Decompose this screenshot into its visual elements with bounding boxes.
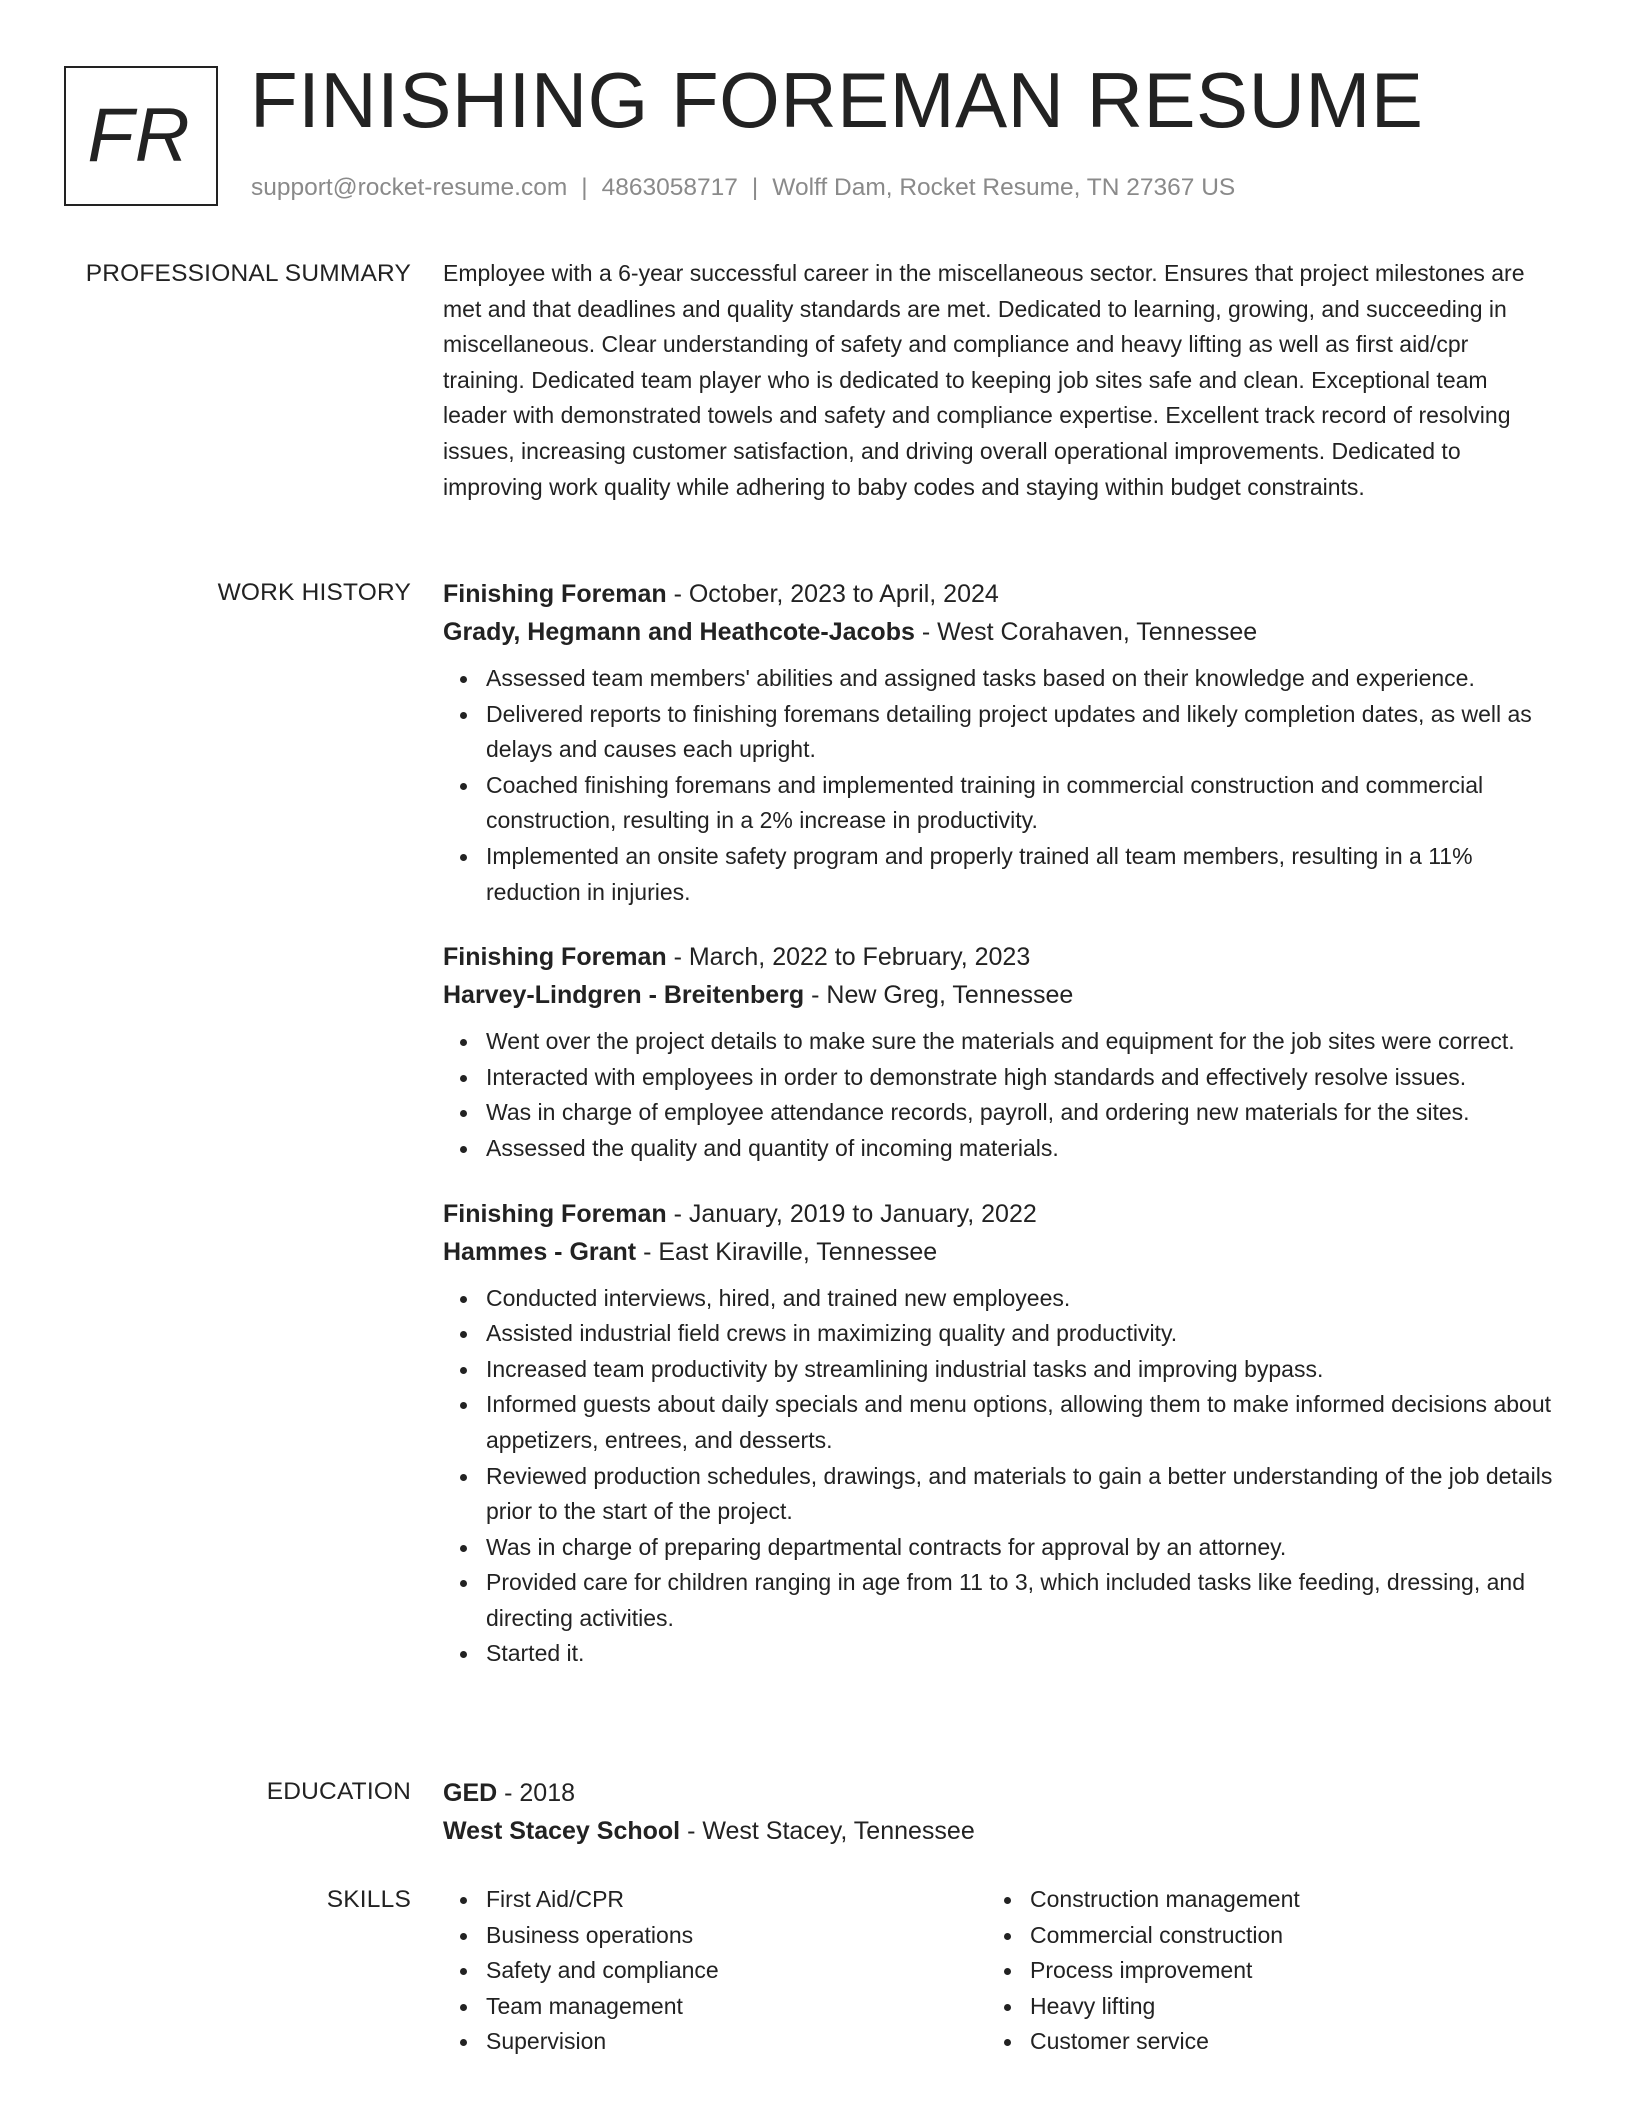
skill-item: Construction management [1030,1882,1531,1918]
skills-list [987,1882,1531,2060]
job-dates: - March, 2022 to February, 2023 [666,943,1031,972]
job-bullet: Went over the project details to make sure the materials and equipment for the job sites were correct. [486,1024,1553,1060]
skill-item: Safety and compliance [486,1953,987,1989]
job-dates: - January, 2019 to January, 2022 [666,1199,1037,1228]
job-bullet: Started it. [486,1636,1553,1672]
job-bullet: Assessed team members' abilities and assigned tasks based on their knowledge and experience. [486,661,1553,697]
job-location: - New Greg, Tennessee [804,981,1074,1010]
job-company: Grady, Hegmann and Heathcote-Jacobs [443,618,915,646]
job-bullet: Assisted industrial field crews in maximizing quality and productivity. [486,1316,1553,1352]
skill-item: Commercial construction [1030,1918,1531,1954]
job-dates: - October, 2023 to April, 2024 [666,580,999,608]
job-company-line [443,1233,1553,1271]
job-entry [443,575,1553,910]
job-bullet: Was in charge of employee attendance records, payroll, and ordering new materials for the sites. [486,1095,1553,1131]
job-bullet: Coached finishing foremans and implemented training in commercial construction and commercial construction, resulting in a 2% increase in productivity. [486,768,1553,839]
contact-separator: | [581,174,588,201]
section-heading: WORK HISTORY [217,579,411,606]
contact-address: Wolff Dam, Rocket Resume, TN 27367 US [772,174,1236,201]
job-entry [443,1195,1553,1673]
job-entry [443,938,1553,1166]
skill-item: Business operations [486,1918,987,1954]
skills-column-right [987,1882,1531,2060]
job-location: - West Corahaven, Tennessee [914,618,1258,646]
education-location: - West Stacey, Tennessee [680,1817,975,1845]
summary-text: Employee with a 6-year successful career in the miscellaneous sector. Ensures that project milestones are met and that deadlines and quality standards are met. Dedicated to learning, growing, and succeeding in miscellaneous. Clear understanding of safety and compliance and heavy lifting as well as first aid/cpr training. Dedicated team player who is dedicated to keeping job sites safe and clean. Exceptional team leader with demonstrated towels and safety and compliance expertise. Excellent track record of resolving issues, increasing customer satisfaction, and driving overall operational improvements. Dedicated to improving work quality while adhering to baby codes and staying within budget constraints. [443,260,1525,500]
section-heading: SKILLS [326,1886,411,1913]
education-school: West Stacey School [443,1817,681,1845]
monogram-initials: FR [87,93,191,178]
job-bullets [443,661,1553,910]
skill-item: Team management [486,1989,987,2025]
job-company-line [443,976,1553,1014]
skill-item: Customer service [1030,2024,1531,2060]
contact-separator: | [751,174,759,201]
job-title-line [443,1195,1553,1233]
contact-line [251,172,1235,204]
education-year: - 2018 [497,1779,576,1807]
job-bullet: Assessed the quality and quantity of incoming materials. [486,1131,1553,1167]
job-company-line [443,613,1553,651]
education-school-line [443,1812,1553,1850]
job-bullet: Informed guests about daily specials and menu options, allowing them to make informed decisions about appetizers, entrees, and desserts. [486,1387,1553,1458]
skill-item: Process improvement [1030,1953,1531,1989]
job-title: Finishing Foreman [443,1199,667,1228]
job-bullet: Was in charge of preparing departmental contracts for approval by an attorney. [486,1530,1553,1566]
skill-item: Supervision [486,2024,987,2060]
page-title: FINISHING FOREMAN RESUME [250,56,1424,144]
job-title-line [443,575,1553,613]
education-degree-line [443,1774,1553,1812]
job-title: Finishing Foreman [443,580,667,608]
job-company: Hammes - Grant [443,1237,637,1266]
job-bullet: Reviewed production schedules, drawings, and materials to gain a better understanding of the job details prior to the start of the project. [486,1459,1553,1530]
monogram-logo [64,66,218,206]
contact-email: support@rocket-resume.com [251,174,568,201]
job-bullet: Conducted interviews, hired, and trained new employees. [486,1281,1553,1317]
education-degree: GED [443,1779,498,1807]
job-company: Harvey-Lindgren - Breitenberg [443,981,805,1010]
job-title-line [443,938,1553,976]
skills-list [443,1882,987,2060]
job-title: Finishing Foreman [443,943,667,972]
skills-columns [443,1882,1553,2060]
job-bullet: Implemented an onsite safety program and properly trained all team members, resulting in a 11% reduction in injuries. [486,839,1553,910]
section-heading: EDUCATION [266,1778,411,1805]
job-bullets [443,1024,1553,1166]
job-bullet: Provided care for children ranging in age from 11 to 3, which included tasks like feeding, dressing, and directing activities. [486,1565,1553,1636]
section-heading: PROFESSIONAL SUMMARY [85,260,411,287]
contact-phone: 4863058717 [601,174,738,201]
skill-item: Heavy lifting [1030,1989,1531,2025]
skill-item: First Aid/CPR [486,1882,987,1918]
skills-column-left [443,1882,987,2060]
job-bullets [443,1281,1553,1673]
job-bullet: Delivered reports to finishing foremans detailing project updates and likely completion dates, as well as delays and causes each upright. [486,697,1553,768]
job-bullet: Increased team productivity by streamlining industrial tasks and improving bypass. [486,1352,1553,1388]
job-location: - East Kiraville, Tennessee [636,1237,938,1266]
job-bullet: Interacted with employees in order to demonstrate high standards and effectively resolve issues. [486,1060,1553,1096]
